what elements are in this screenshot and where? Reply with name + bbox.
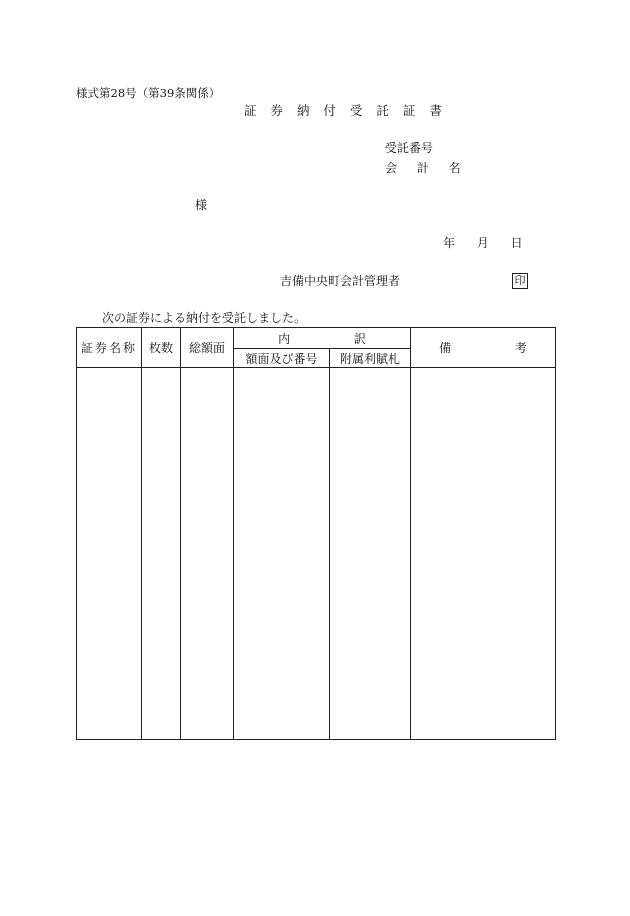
header-count: 枚数 [142,328,181,368]
header-total-face-value: 総額面 [181,328,234,368]
receipt-number-label: 受託番号 [385,141,434,155]
receipt-statement: 次の証券による納付を受託しました。 [102,311,307,325]
securities-table [76,327,556,740]
cell-security-name [77,368,142,740]
header-breakdown: 内 訳 [234,328,411,349]
cell-remarks [411,368,556,740]
seal-mark: 印 [512,273,528,289]
cell-count [142,368,181,740]
cell-face-value-number [234,368,330,740]
header-face-value-number: 額面及び番号 [234,349,330,368]
cell-coupons [330,368,411,740]
header-security-name: 証券名称 [77,328,142,368]
accountant-name-label: 会 計 名 [385,161,469,175]
header-remarks: 備 考 [411,328,556,368]
document-title: 証 券 納 付 受 託 証 書 [244,103,447,118]
header-coupons: 附属利賦札 [330,349,411,368]
recipient-honorific: 様 [195,198,208,212]
date-line: 年 月 日 [443,236,523,250]
treasurer-name: 吉備中央町会計管理者 [280,274,401,288]
cell-total-face-value [181,368,234,740]
form-number: 様式第28号（第39条関係） [76,86,221,100]
